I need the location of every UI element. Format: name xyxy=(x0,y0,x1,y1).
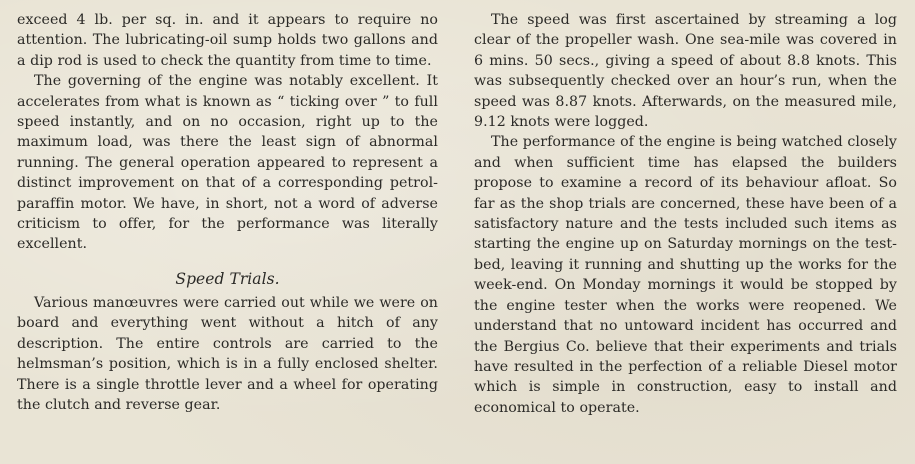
section-heading-speed-trials: Speed Trials. xyxy=(175,269,280,288)
paragraph-performance: The performance of the engine is being watched closely and when sufficient time has elapsed the builders propose to examine a record of its behaviour afloat. So far as the shop trials are concerned, these have been of a satisfactory nature and the tests included such items as starting the engine up on Saturday mornings on the test-bed, leaving it running and shutting up the works for the week-end. On Monday mornings it would be stopped by the engine tester when the works were reopened. We understand that no untoward incident has occurred and the Bergius Co. believe that their experiments and trials have resulted in the perfection of a reliable Diesel motor which is simple in construction, easy to install and economical to operate. xyxy=(474,134,897,416)
paragraph-manoeuvres: Various manœuvres were carried out while we were on board and everything went without a hitch of any description. The entire controls are carried to the helmsman’s position, which is in a fully enclosed shelter. There is a single throttle lever and a wheel for operating the clutch and reverse gear. xyxy=(17,294,438,413)
paragraph-governing: The governing of the engine was notably excellent. It accelerates from what is known as “ ticking over ” to full speed instantly, and on no occasion, right up to the maximum load, was there the least sign of abnormal running. The general operation appeared to represent a distinct improvement on that of a corresponding petrol-paraffin motor. We have, in short, not a word of adverse criticism to offer, for the performance was literally excellent. xyxy=(17,73,438,253)
left-column xyxy=(17,10,438,415)
paragraph-lubrication: exceed 4 lb. per sq. in. and it appears to require no attention. The lubricating-oil sump holds two gallons and a dip rod is used to check the quantity from time to time. xyxy=(17,12,438,69)
paragraph-speed: The speed was first ascertained by streaming a log clear of the propeller wash. One sea-mile was covered in 6 mins. 50 secs., giving a speed of about 8.8 knots. This was subsequently checked over an hour’s run, when the speed was 8.87 knots. Afterwards, on the measured mile, 9.12 knots were logged. xyxy=(474,12,897,131)
right-column xyxy=(474,10,897,418)
